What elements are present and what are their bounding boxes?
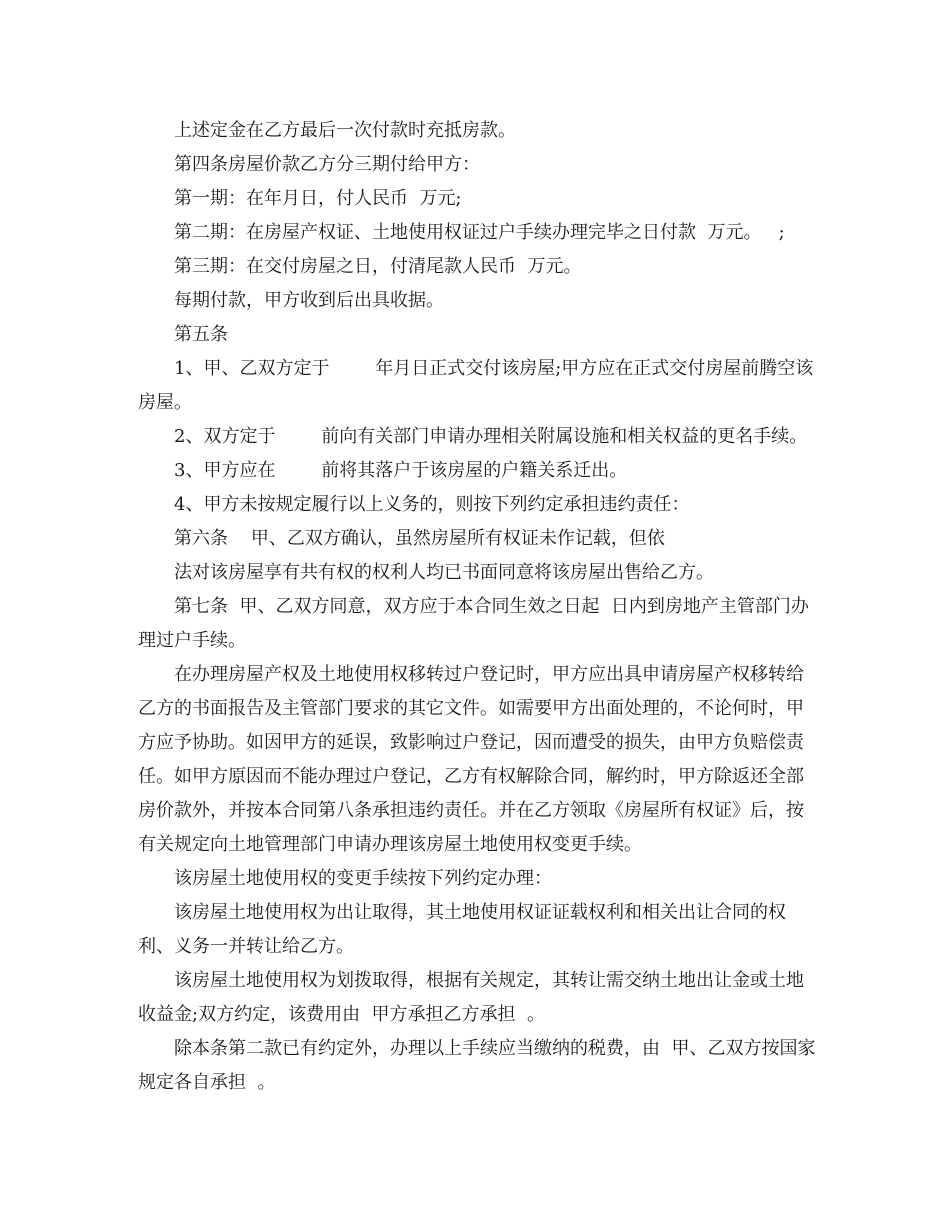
paragraph-article-6-line-2: 法对该房屋享有共有权的权利人均已书面同意将该房屋出售给乙方。 — [174, 562, 714, 583]
paragraph-taxes: 除本条第二款已有约定外，办理以上手续应当缴纳的税费，由 甲、乙双方按国家规定各自承担 。 — [138, 1038, 816, 1093]
paragraph-article-7: 第七条 甲、乙双方同意，双方应于本合同生效之日起 日内到房地产主管部门办理过户手续。 — [138, 596, 809, 651]
paragraph-article-5-item-4: 4、甲方未按规定履行以上义务的，则按下列约定承担违约责任： — [174, 494, 690, 515]
paragraph-receipt: 每期付款，甲方收到后出具收据。 — [174, 290, 444, 311]
paragraph-land-use-procedure: 该房屋土地使用权的变更手续按下列约定办理： — [174, 868, 552, 889]
paragraph-transfer-registration: 在办理房屋产权及土地使用权移转过户登记时，甲方应出具申请房屋产权移转给乙方的书面报告及主管部门要求的其它文件。如需要甲方出面处理的，不论何时，甲方应予协助。如因甲方的延误，致影响过户登记，因而遭受的损失，由甲方负赔偿责任。如甲方原因而不能办理过户登记，乙方有权解除合同，解约时，甲方除返还全部房价款外，并按本合同第八条承担违约责任。并在乙方领取《房屋所有权证》后，按有关规定向土地管理部门申请办理该房屋土地使用权变更手续。 — [138, 664, 804, 855]
paragraph-land-use-allocated: 该房屋土地使用权为划拨取得，根据有关规定，其转让需交纳土地出让金或土地收益金;双方约定，该费用由 甲方承担乙方承担 。 — [138, 970, 804, 1025]
paragraph-article-6-line-1: 第六条 甲、乙双方确认，虽然房屋所有权证未作记载，但依 — [174, 528, 665, 549]
paragraph-installment-1: 第一期：在年月日，付人民币 万元; — [174, 188, 462, 209]
document-body — [138, 114, 818, 1100]
paragraph-land-use-granted: 该房屋土地使用权为出让取得，其土地使用权证证载权利和相关出让合同的权利、义务一并转让给乙方。 — [138, 902, 786, 957]
paragraph-article-4: 第四条房屋价款乙方分三期付给甲方： — [174, 154, 480, 175]
paragraph-article-5-item-1: 1、甲、乙双方定于 年月日正式交付该房屋;甲方应在正式交付房屋前腾空该房屋。 — [138, 358, 814, 413]
paragraph-article-5-item-2: 2、双方定于 前向有关部门申请办理相关附属设施和相关权益的更名手续。 — [174, 426, 808, 447]
paragraph-installment-2: 第二期：在房屋产权证、土地使用权证过户手续办理完毕之日付款 万元。 ; — [174, 222, 785, 243]
paragraph-deposit: 上述定金在乙方最后一次付款时充抵房款。 — [174, 120, 516, 141]
paragraph-installment-3: 第三期：在交付房屋之日，付清尾款人民币 万元。 — [174, 256, 582, 277]
paragraph-article-5: 第五条 — [174, 324, 228, 345]
paragraph-article-5-item-3: 3、甲方应在 前将其落户于该房屋的户籍关系迁出。 — [174, 460, 628, 481]
